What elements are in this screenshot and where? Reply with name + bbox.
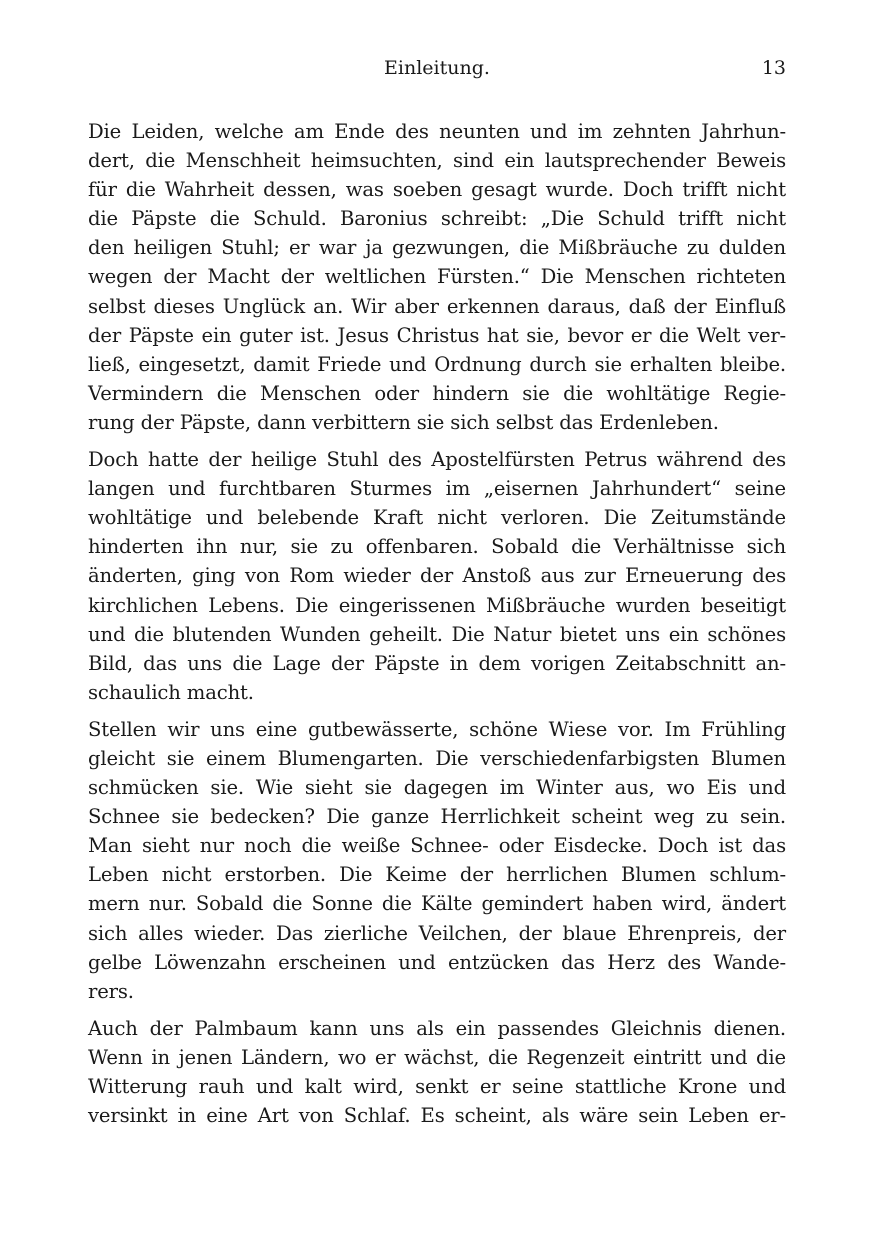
text-line: Stellen wir uns eine gutbewässerte, schöne Wiese vor. Im Frühling — [88, 717, 786, 741]
text-line: mern nur. Sobald die Sonne die Kälte gemindert haben wird, ändert — [88, 892, 786, 916]
text-line: versinkt in eine Art von Schlaf. Es scheint, als wäre sein Leben er- — [88, 1104, 786, 1128]
text-line: Die Leiden, welche am Ende des neunten und im zehnten Jahrhun- — [88, 120, 786, 143]
text-line: rung der Päpste, dann verbittern sie sich selbst das Erdenleben. — [88, 410, 719, 434]
text-line: wohltätige und belebende Kraft nicht verloren. Die Zeitumstände — [88, 506, 786, 530]
text-line: die Päpste die Schuld. Baronius schreibt: „Die Schuld trifft nicht — [88, 207, 786, 231]
text-line: wegen der Macht der weltlichen Fürsten.“ Die Menschen richteten — [88, 265, 786, 289]
text-line: Schnee sie bedecken? Die ganze Herrlichkeit scheint weg zu sein. — [88, 805, 786, 829]
text-line: änderten, ging von Rom wieder der Anstoß aus zur Erneuerung des — [88, 564, 786, 588]
paragraph — [88, 445, 786, 707]
text-line: sich alles wieder. Das zierliche Veilchen, der blaue Ehrenpreis, der — [88, 921, 786, 945]
text-line: rers. — [88, 979, 134, 1003]
text-line: dert, die Menschheit heimsuchten, sind ein lautsprechender Beweis — [88, 149, 786, 173]
running-head — [88, 54, 786, 82]
text-line: Auch der Palmbaum kann uns als ein passendes Gleichnis dienen. — [88, 1016, 786, 1040]
text-line: schmücken sie. Wie sieht sie dagegen im Winter aus, wo Eis und — [88, 776, 786, 800]
paragraph — [88, 1014, 786, 1130]
text-line: Witterung rauh und kalt wird, senkt er seine stattliche Krone und — [88, 1075, 786, 1098]
text-line: Leben nicht erstorben. Die Keime der herrlichen Blumen schlum- — [88, 863, 786, 887]
text-line: Man sieht nur noch die weiße Schnee- oder Eisdecke. Doch ist das — [88, 834, 786, 858]
text-line: Doch hatte der heilige Stuhl des Apostelfürsten Petrus während des — [88, 448, 786, 472]
text-line: Wenn in jenen Ländern, wo er wächst, die Regenzeit eintritt und die — [88, 1045, 786, 1069]
page-number: 13 — [761, 57, 786, 79]
paragraph — [88, 117, 786, 437]
body-text — [88, 117, 786, 1138]
text-line: für die Wahrheit dessen, was soeben gesagt wurde. Doch trifft nicht — [88, 178, 786, 202]
text-line: schaulich macht. — [88, 680, 254, 704]
text-line: der Päpste ein guter ist. Jesus Christus hat sie, bevor er die Welt ver- — [88, 323, 786, 347]
text-line: Bild, das uns die Lage der Päpste in dem vorigen Zeitabschnitt an- — [88, 651, 786, 675]
paragraph — [88, 715, 786, 1006]
running-title: Einleitung. — [384, 57, 490, 79]
text-line: gelbe Löwenzahn erscheinen und entzücken das Herz des Wande- — [88, 950, 786, 974]
text-line: langen und furchtbaren Sturmes im „eisernen Jahrhundert“ seine — [88, 477, 786, 501]
text-line: selbst dieses Unglück an. Wir aber erkennen daraus, daß der Einfluß — [88, 294, 786, 318]
text-line: ließ, eingesetzt, damit Friede und Ordnung durch sie erhalten bleibe. — [88, 352, 786, 376]
text-line: hinderten ihn nur, sie zu offenbaren. Sobald die Verhältnisse sich — [88, 535, 786, 559]
text-line: gleicht sie einem Blumengarten. Die verschiedenfarbigsten Blumen — [88, 746, 786, 770]
text-line: den heiligen Stuhl; er war ja gezwungen, die Mißbräuche zu dulden — [88, 236, 786, 260]
text-line: kirchlichen Lebens. Die eingerissenen Mißbräuche wurden beseitigt — [88, 593, 786, 617]
text-line: und die blutenden Wunden geheilt. Die Natur bietet uns ein schönes — [88, 622, 786, 646]
text-line: Vermindern die Menschen oder hindern sie die wohltätige Regie- — [88, 381, 786, 405]
